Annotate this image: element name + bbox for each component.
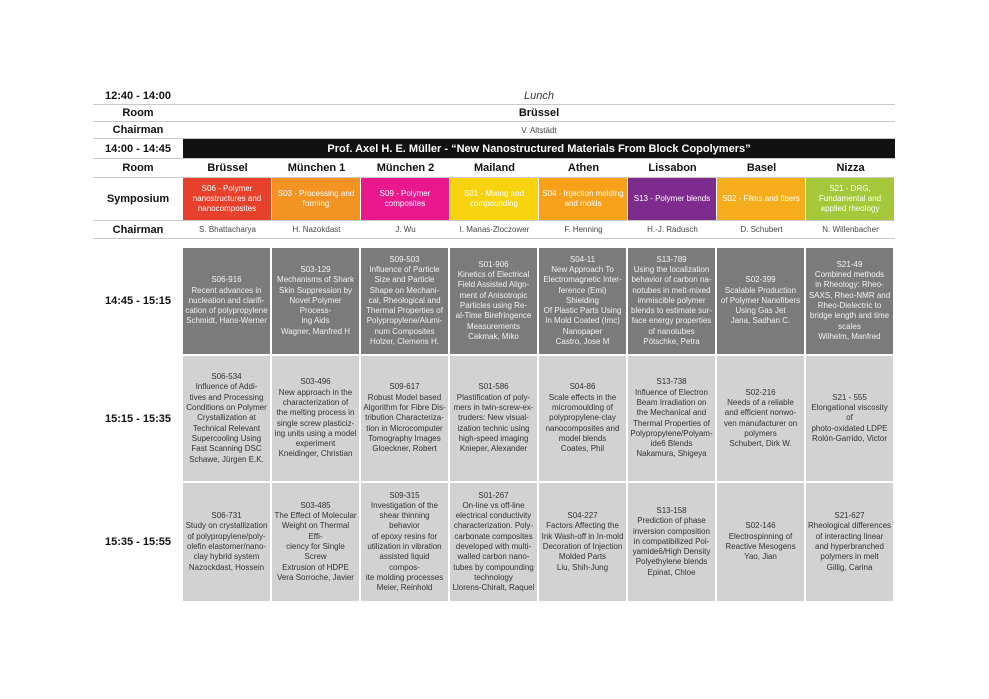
talk-title-line: Thermal Properties of <box>633 418 710 428</box>
symposium-badge: S03 - Processing and forming <box>272 178 361 220</box>
talk-speaker: Nazockdast, Hossein <box>188 562 265 572</box>
talk-title-line: scales <box>838 321 861 331</box>
talk-speaker: Rolón-Garrido, Victor <box>812 433 887 443</box>
talk-cell <box>806 356 893 481</box>
session-chairman: F. Henning <box>564 225 603 234</box>
talk-title-line: high-speed imaging <box>458 433 529 443</box>
plenary-time: 14:00 - 14:45 <box>104 142 172 155</box>
time-slot-row <box>93 248 895 354</box>
talk-speaker: Coates, Phil <box>560 444 605 454</box>
talk-title-line: Size and Particle <box>374 275 435 285</box>
talk-title-line: Weight on Thermal Effi- <box>281 521 350 541</box>
talk-code: S04-227 <box>567 511 598 521</box>
talk-speaker: Knieper, Alexander <box>459 444 528 454</box>
talk-code: S01-906 <box>478 259 509 269</box>
time-slot-row <box>93 483 895 601</box>
talk-speaker: Holzer, Clemens H. <box>370 337 439 347</box>
talk-cell <box>628 356 715 481</box>
talk-title-line: Factors Affecting the <box>546 521 619 531</box>
talk-title-line: polymers in melt <box>820 552 879 562</box>
talk-title-line: ference (Emi) Shielding <box>558 285 607 305</box>
talk-title-line: experiment <box>295 439 336 449</box>
talk-speaker: Kneidinger, Christian <box>278 449 353 459</box>
talk-cell <box>361 248 448 354</box>
talk-title-line: Of Plastic Parts Using <box>543 306 622 316</box>
talk-title-line: Scale effects in the <box>548 392 617 402</box>
talk-code: S03-485 <box>300 500 331 510</box>
talk-title-line: tribution Characteriza- <box>365 413 444 423</box>
plenary-chairman-row <box>93 122 895 139</box>
talk-cell <box>539 248 626 354</box>
talk-code: S21 - 555 <box>832 392 867 402</box>
talk-title-line: Study on crystallization <box>185 521 268 531</box>
talk-grid <box>93 248 895 601</box>
talk-title-line: polypropylene-clay <box>549 413 616 423</box>
talk-code: S03-129 <box>300 264 331 274</box>
talk-title-line: Polypropylene/Polyam- <box>630 428 713 438</box>
talk-title-line: assisted liquid compos- <box>379 552 430 572</box>
talk-title-line: ciency for Single Screw <box>286 542 345 562</box>
talk-code: S09-503 <box>389 254 420 264</box>
talk-cell <box>450 483 537 601</box>
talk-code: S01-267 <box>478 490 509 500</box>
talk-code: S02-146 <box>745 521 776 531</box>
talk-title-line: single screw plasticiz- <box>276 418 355 428</box>
talk-title-line: Beam Irradiation on <box>636 397 707 407</box>
talk-cell <box>183 483 270 601</box>
talk-speaker: Liu, Shih-Jung <box>556 562 609 572</box>
talk-title-line: of nanotubes <box>648 326 695 336</box>
room-name: Nizza <box>836 162 865 174</box>
talk-code: S02-216 <box>745 387 776 397</box>
talk-title-line: notubes in melt-mixed <box>632 285 711 295</box>
talk-title-line: SAXS, Rheo-NMR and <box>808 290 891 300</box>
talk-speaker: Vera Sorroche, Javier <box>277 572 354 582</box>
talk-title-line: Fast Scanning DSC <box>191 444 262 454</box>
talk-title-line: face energy properties <box>631 316 712 326</box>
talk-title-line: ven manufacturer on <box>723 418 798 428</box>
talk-title-line: truders: New visual- <box>458 413 529 423</box>
talk-title-line: num Composites <box>374 326 435 336</box>
talk-title-line: tubes by compounding <box>453 562 534 572</box>
talk-title-line: clay hybrid system <box>193 552 260 562</box>
session-chairman: H.-J. Radusch <box>647 225 698 234</box>
talk-cell <box>272 356 359 481</box>
talk-title-line: nanocomposites and <box>545 423 620 433</box>
talk-speaker: Meier, Reinhold <box>376 583 433 593</box>
talk-title-line: ing Aids <box>301 316 330 326</box>
talk-code: S03-496 <box>300 377 331 387</box>
talk-title-line: walled carbon nano- <box>457 552 530 562</box>
talk-title-line: Robust Model based <box>367 392 442 402</box>
plenary-room: Brüssel <box>518 107 560 119</box>
plenary-row <box>93 139 895 158</box>
talk-title-line: The Effect of Molecular <box>274 511 357 521</box>
talk-title-line: In Mold Coated (Imc) <box>545 316 620 326</box>
talk-cell <box>272 483 359 601</box>
talk-title-line: of Polymer Nanofibers <box>720 295 801 305</box>
plenary-chairman: V. Altstädt <box>521 125 557 135</box>
talk-speaker: Schubert, Dirk W. <box>729 439 792 449</box>
talk-title-line: Electromagnetic Inter- <box>543 275 622 285</box>
talk-title-line: the Mechanical and <box>636 408 707 418</box>
talk-cell <box>272 248 359 354</box>
talk-cell <box>361 483 448 601</box>
chairmen-row <box>93 221 895 239</box>
room-name: Lissabon <box>648 162 697 174</box>
talk-speaker: Gloeckner, Robert <box>372 444 437 454</box>
room-name: München 1 <box>287 162 346 174</box>
lunch-row <box>93 87 895 105</box>
talk-title-line: cation of polypropylene <box>185 306 268 316</box>
talk-title-line: shear thinning behavior <box>379 511 430 531</box>
room-name: Basel <box>746 162 777 174</box>
talk-title-line: technology <box>474 572 513 582</box>
plenary-room-row <box>93 105 895 122</box>
talk-title-line: Skin Suppression by <box>279 285 352 295</box>
talk-title-line: inversion composition <box>633 526 710 536</box>
talk-title-line: bridge length and time <box>809 311 890 321</box>
talk-title-line: Influence of Particle <box>369 264 440 274</box>
symposium-badge: S04 - Injection molding and molds <box>539 178 628 220</box>
talk-speaker: Pötschke, Petra <box>643 337 700 347</box>
talk-code: S09-315 <box>389 490 420 500</box>
talk-title-line: micromoulding of <box>552 403 613 413</box>
talk-title-line: immiscible polymer <box>637 295 706 305</box>
talk-title-line: nucleation and clarifi- <box>188 295 265 305</box>
chairman-label: Chairman <box>112 124 164 136</box>
talk-title-line: model blends <box>558 433 607 443</box>
talk-code: S13-158 <box>656 505 687 515</box>
talk-title-line: ing units using a model <box>274 428 357 438</box>
schedule-header-table <box>93 87 895 239</box>
session-chairman: H. Nazokdast <box>292 225 341 234</box>
talk-title-line: Nanopaper <box>562 326 603 336</box>
talk-cell <box>806 483 893 601</box>
lunch-time: 12:40 - 14:00 <box>104 89 172 102</box>
session-chairman: I. Manas-Zloczower <box>459 225 530 234</box>
talk-title-line: tion in Microcomputer <box>366 423 443 433</box>
talk-cell <box>539 356 626 481</box>
talk-cell <box>628 483 715 601</box>
talk-cell <box>450 356 537 481</box>
talk-title-line: Influence of Electron <box>635 387 708 397</box>
talk-title-line: Elongational viscosity of <box>811 403 888 423</box>
talk-speaker: Cakmak, Miko <box>468 331 519 341</box>
talk-title-line: Field Assisted Align- <box>457 280 530 290</box>
talk-title-line: of epoxy resins for <box>371 531 438 541</box>
talk-speaker: Wagner, Manfred H <box>280 326 351 336</box>
talk-title-line: ization technic using <box>457 423 530 433</box>
talk-title-line: Recent advances in <box>191 285 262 295</box>
talk-code: S01-586 <box>478 382 509 392</box>
talk-title-line: Decoration of Injection <box>542 542 623 551</box>
talk-title-line: Scalable Production <box>724 285 797 295</box>
talk-cell <box>717 356 804 481</box>
talk-speaker: Llorens-Chiralt, Raquel <box>452 583 535 593</box>
talk-title-line: Polyethylene blends <box>635 557 708 567</box>
room-label: Room <box>122 162 154 174</box>
talk-cell <box>539 483 626 601</box>
talk-title-line: Mechanisms of Shark <box>277 275 354 285</box>
talk-title-line: of interacting linear <box>815 531 884 541</box>
talk-code: S21-627 <box>834 511 865 521</box>
symposium-badge: S09 - Polymer composites <box>361 178 450 220</box>
rooms-row <box>93 158 895 178</box>
talk-speaker: Wilhelm, Manfred <box>818 331 881 341</box>
talk-code: S06-916 <box>211 275 242 285</box>
talk-cell <box>806 248 893 354</box>
talk-title-line: Polypropylene/Alumi- <box>366 316 443 326</box>
talk-title-line: and efficient nonwo- <box>724 408 797 418</box>
time-slot-label: 15:35 - 15:55 <box>104 536 172 548</box>
talk-title-line: New Approach To <box>551 264 614 274</box>
talk-title-line: Ink Wash-off in In-mold <box>541 531 624 541</box>
talk-title-line: al-Time Birefringence <box>455 311 532 321</box>
talk-speaker: Nakamura, Shigeya <box>636 449 707 459</box>
talk-cell <box>450 248 537 354</box>
chairman-label: Chairman <box>112 223 164 236</box>
talk-title-line: ide6 Blends <box>650 439 693 449</box>
talk-code: S13-789 <box>656 254 687 264</box>
talk-title-line: Plastification of poly- <box>456 392 531 402</box>
talk-title-line: in compatibilized Pol- <box>633 536 710 546</box>
talk-cell <box>717 248 804 354</box>
symposium-row <box>93 178 895 221</box>
symposium-badge: S13 - Polymer blends <box>628 178 717 220</box>
talk-title-line: Tomography Images <box>368 433 441 443</box>
room-label: Room <box>122 107 154 119</box>
talk-title-line: of polypropylene/poly- <box>187 531 266 541</box>
talk-title-line: carbonate composites <box>454 531 533 541</box>
talk-title-line: Shape on Mechani- <box>369 285 440 295</box>
talk-speaker: Castro, Jose M <box>555 337 610 347</box>
talk-title-line: Electrospinning of <box>728 531 793 541</box>
talk-title-line: photo-oxidated LDPE <box>811 423 888 433</box>
talk-code: S06-534 <box>211 372 242 382</box>
session-chairman: J. Wu <box>395 225 416 234</box>
talk-title-line: developed with multi- <box>455 542 532 551</box>
talk-title-line: the melting process in <box>276 408 355 418</box>
talk-cell <box>183 356 270 481</box>
talk-code: S13-738 <box>656 377 687 387</box>
talk-speaker: Schawe, Jürgen E.K. <box>189 454 264 464</box>
talk-title-line: mers in twin-screw-ex- <box>453 403 534 413</box>
talk-title-line: Using the localization <box>633 264 710 274</box>
talk-speaker: Schmidt, Hans-Werner <box>186 316 267 326</box>
talk-title-line: Needs of a reliable <box>727 397 794 407</box>
talk-title-line: electrical conductivity <box>455 511 532 521</box>
talk-title-line: Reactive Mesogens <box>725 542 796 551</box>
talk-title-line: olefin elastomer/nano- <box>186 542 267 551</box>
symposium-label: Symposium <box>106 193 170 205</box>
time-slot-row <box>93 356 895 481</box>
talk-code: S09-617 <box>389 382 420 392</box>
talk-speaker: Gillig, Carina <box>826 562 873 572</box>
talk-title-line: Combined methods <box>814 270 885 280</box>
talk-title-line: polymers <box>744 428 777 438</box>
talk-title-line: On-line vs off-line <box>462 500 525 510</box>
symposium-badge: S06 - Polymer nanostructures and nanocomposites <box>183 178 272 220</box>
session-chairman: D. Schubert <box>740 225 783 234</box>
room-name: Athen <box>567 162 600 174</box>
time-slot-label: 14:45 - 15:15 <box>104 295 172 307</box>
talk-title-line: behavior of carbon na- <box>631 275 712 285</box>
talk-cell <box>717 483 804 601</box>
talk-title-line: in Rheology: Rheo- <box>815 280 884 290</box>
talk-title-line: Kinetics of Electrical <box>457 270 530 280</box>
talk-cell <box>628 248 715 354</box>
symposium-badge: S21 - DRG, Fundamental and applied rheology <box>806 178 895 220</box>
talk-title-line: Rheological differences <box>808 521 892 531</box>
talk-title-line: Conditions on Polymer <box>186 403 267 413</box>
talk-title-line: Prediction of phase <box>637 516 706 526</box>
talk-speaker: Yao, Jian <box>744 552 777 562</box>
talk-title-line: Investigation of the <box>370 500 439 510</box>
lunch-label: Lunch <box>524 89 554 102</box>
room-name: München 2 <box>376 162 435 174</box>
talk-title-line: Crystallization at <box>197 413 256 423</box>
talk-title-line: Particles using Re- <box>459 301 528 310</box>
talk-title-line: tives and Processing <box>189 392 264 402</box>
talk-code: S02-399 <box>745 275 776 285</box>
talk-title-line: Algorithm for Fibre Dis- <box>363 403 446 413</box>
symposium-badge: S02 - Films and fibers <box>717 178 806 220</box>
talk-code: S04-11 <box>569 254 596 264</box>
talk-title-line: Extrusion of HDPE <box>282 562 349 572</box>
talk-title-line: and hyperbranched <box>815 542 884 551</box>
talk-title-line: characterization. Poly- <box>453 521 534 531</box>
talk-code: S04-86 <box>569 382 596 392</box>
talk-title-line: ite molding processes <box>365 572 444 582</box>
talk-title-line: Supercooling Using <box>191 433 262 443</box>
time-slot-label: 15:15 - 15:35 <box>104 412 172 425</box>
session-chairman: N. Willenbacher <box>822 225 879 234</box>
talk-title-line: Novel Polymer Process- <box>289 295 342 316</box>
talk-title-line: characterization of <box>282 397 349 407</box>
room-name: Brüssel <box>207 162 248 174</box>
talk-title-line: Influence of Addi- <box>195 382 258 392</box>
talk-title-line: Molded Parts <box>558 552 607 562</box>
talk-cell <box>361 356 448 481</box>
symposium-badge: S01 - Mixing and compounding <box>450 178 539 220</box>
talk-title-line: Measurements <box>467 321 520 331</box>
session-chairman: S. Bhattacharya <box>199 225 256 234</box>
talk-title-line: New approach in the <box>278 387 353 397</box>
talk-code: S06-731 <box>211 511 242 521</box>
talk-speaker: Jana, Sadhan C. <box>730 316 791 326</box>
talk-cell <box>183 248 270 354</box>
talk-code: S21-49 <box>836 259 863 269</box>
talk-speaker: Epinat, Chloe <box>647 567 696 577</box>
plenary-title: Prof. Axel H. E. Müller - “New Nanostructured Materials From Block Copolymers” <box>183 139 895 158</box>
talk-title-line: Rheo-Dielectric to <box>817 301 882 310</box>
talk-title-line: blends to estimate sur- <box>631 306 712 316</box>
talk-title-line: ment of Anisotropic <box>459 290 528 300</box>
talk-title-line: Thermal Properties of <box>366 306 443 316</box>
talk-title-line: utilization in vibration <box>367 542 442 551</box>
talk-title-line: Using Gas Jet <box>735 306 786 316</box>
talk-title-line: Technical Relevant <box>192 423 261 433</box>
talk-title-line: yamide6/High Density <box>632 547 711 557</box>
room-name: Mailand <box>474 162 515 174</box>
talk-title-line: cal, Rheological and <box>368 295 441 305</box>
